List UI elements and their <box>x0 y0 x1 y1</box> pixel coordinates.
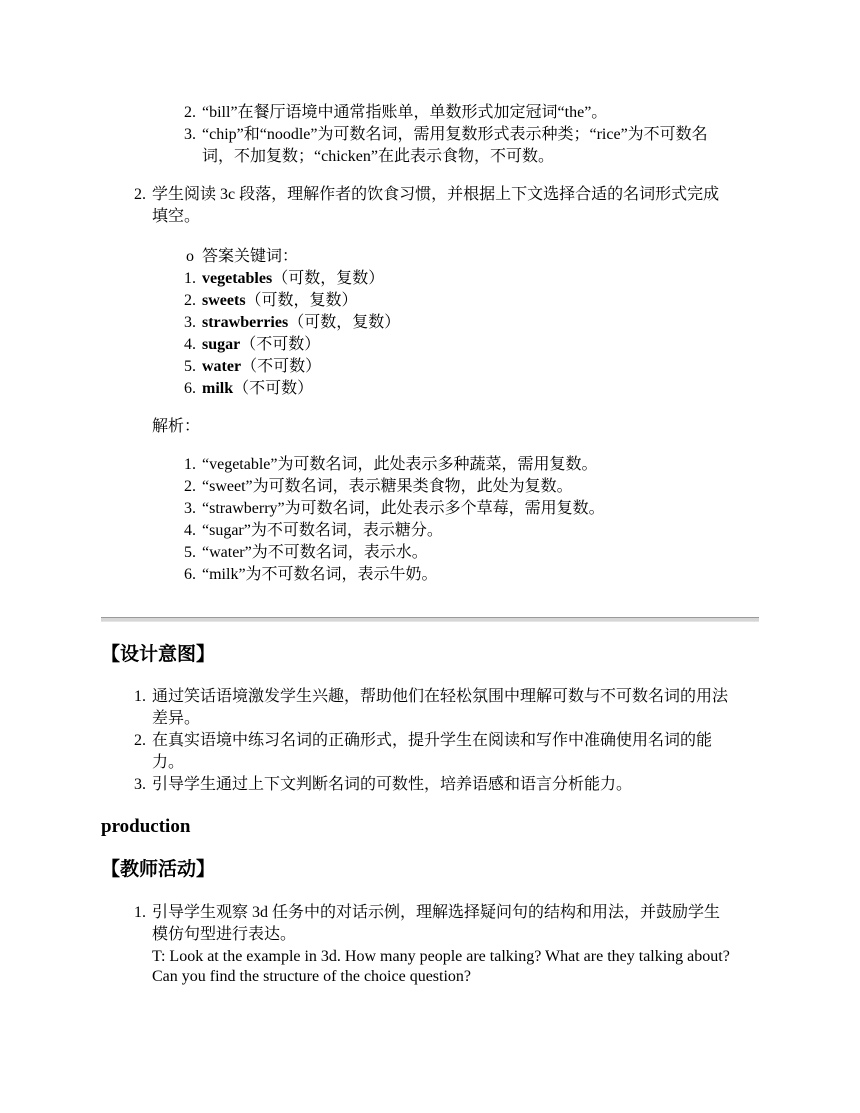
design-item: 3. 引导学生通过上下文判断名词的可数性，培养语感和语言分析能力。 <box>134 776 633 793</box>
step-text: 学生阅读 3c 段落，理解作者的饮食习惯，并根据上下文选择合适的名词形式完成 <box>152 186 720 203</box>
answer-note: （可数，复数） <box>245 292 358 309</box>
teacher-dialogue-line: Can you find the structure of the choice question? <box>152 968 472 985</box>
design-item: 1. 通过笑话语境激发学生兴趣，帮助他们在轻松氛围中理解可数与不可数名词的用法 <box>134 688 729 705</box>
answer-item: 5. water（不可数） <box>184 358 322 375</box>
answer-word: strawberries <box>202 314 289 331</box>
analysis-item: 4. “sugar”为不可数名词，表示糖分。 <box>184 522 443 539</box>
production-heading: production <box>101 816 191 837</box>
teacher-item: 1. 引导学生观察 3d 任务中的对话示例，理解选择疑问句的结构和用法，并鼓励学生 <box>134 904 721 921</box>
answer-word: sweets <box>202 292 246 309</box>
design-heading: 【设计意图】 <box>101 644 216 665</box>
answer-note: （不可数） <box>241 358 322 375</box>
answer-item: 1. vegetables（可数，复数） <box>184 270 385 287</box>
subnote-item-3: 3. “chip”和“noodle”为可数名词，需用复数形式表示种类；“rice”为不可数名 <box>184 126 708 143</box>
analysis-item: 3. “strawberry”为可数名词，此处表示多个草莓，需用复数。 <box>184 500 605 517</box>
answer-item: 3. strawberries（可数，复数） <box>184 314 401 331</box>
answer-word: vegetables <box>202 270 273 287</box>
answer-note: （不可数） <box>233 380 314 397</box>
answer-item: 4. sugar（不可数） <box>184 336 321 353</box>
teacher-dialogue-line: T: Look at the example in 3d. How many people are talking? What are they talking about? <box>152 948 730 965</box>
answer-word: sugar <box>202 336 241 353</box>
subnote-text: “chip”和“noodle”为可数名词，需用复数形式表示种类；“rice”为不可数名 <box>202 126 708 143</box>
horizontal-divider <box>101 617 759 622</box>
answer-item: 2. sweets（可数，复数） <box>184 292 358 309</box>
answer-note: （可数，复数） <box>272 270 385 287</box>
analysis-item: 1. “vegetable”为可数名词，此处表示多种蔬菜，需用复数。 <box>184 456 598 473</box>
answer-note: （可数，复数） <box>288 314 401 331</box>
teacher-heading: 【教师活动】 <box>101 859 216 880</box>
step-item-2: 2. 学生阅读 3c 段落，理解作者的饮食习惯，并根据上下文选择合适的名词形式完成 <box>134 186 720 203</box>
answer-item: 6. milk（不可数） <box>184 380 314 397</box>
subnote-item-2: 2. “bill”在餐厅语境中通常指账单，单数形式加定冠词“the”。 <box>184 104 608 121</box>
teacher-item-cont: 模仿句型进行表达。 <box>152 926 297 943</box>
answer-heading: o 答案关键词： <box>186 246 298 268</box>
bullet-icon: o <box>186 248 194 265</box>
subnote-item-3-cont: 词，不加复数；“chicken”在此表示食物，不可数。 <box>202 148 554 165</box>
analysis-item: 6. “milk”为不可数名词，表示牛奶。 <box>184 566 438 583</box>
answer-note: （不可数） <box>240 336 321 353</box>
subnote-text: “bill”在餐厅语境中通常指账单，单数形式加定冠词“the”。 <box>202 104 608 121</box>
analysis-item: 5. “water”为不可数名词，表示水。 <box>184 544 428 561</box>
step-item-2-cont: 填空。 <box>152 208 201 225</box>
answer-word: milk <box>202 380 234 397</box>
answer-word: water <box>202 358 242 375</box>
design-item: 2. 在真实语境中练习名词的正确形式，提升学生在阅读和写作中准确使用名词的能 <box>134 732 713 749</box>
design-item-cont: 力。 <box>152 754 185 771</box>
analysis-item: 2. “sweet”为可数名词，表示糖果类食物，此处为复数。 <box>184 478 573 495</box>
analysis-label: 解析： <box>152 418 201 435</box>
design-item-cont: 差异。 <box>152 710 201 727</box>
